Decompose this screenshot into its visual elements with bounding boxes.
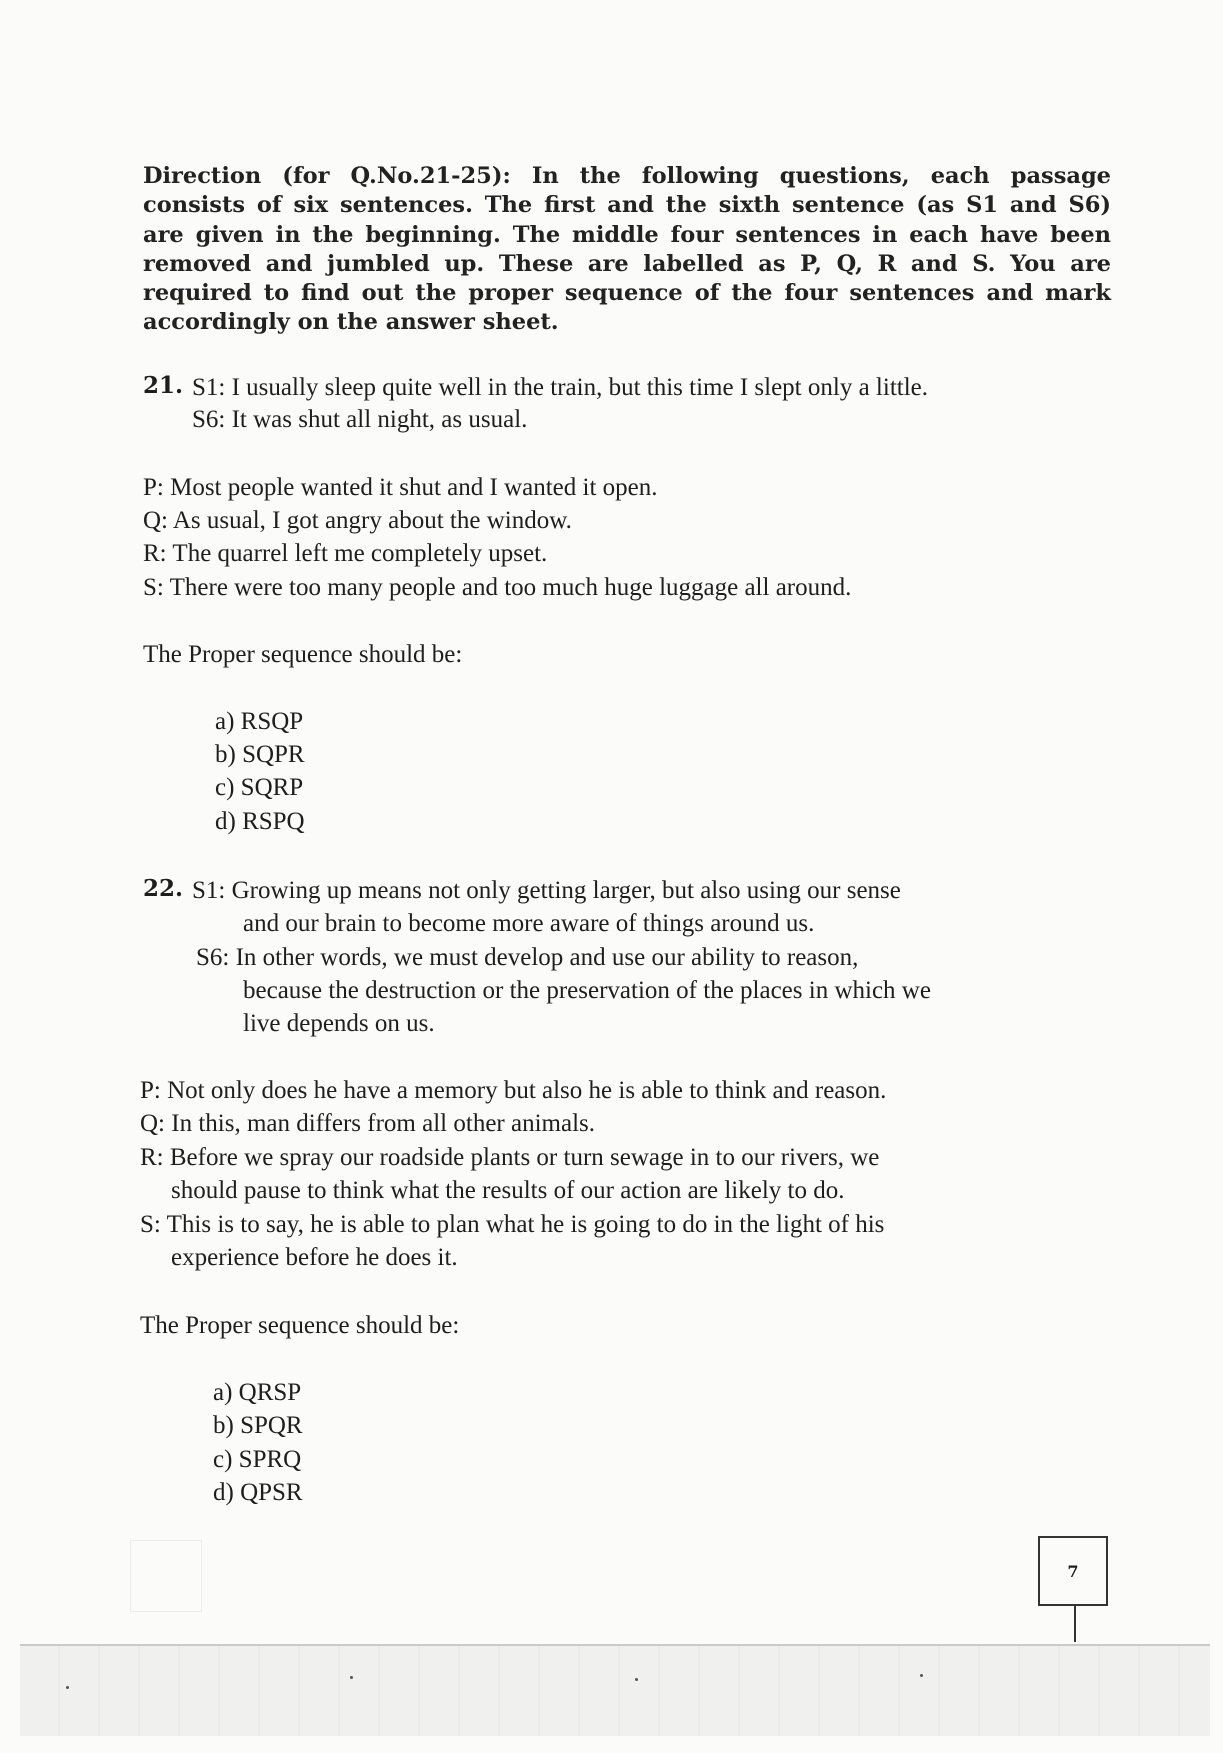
question-number: 22. <box>143 875 184 902</box>
faded-page-box <box>130 1540 202 1612</box>
sentence-r: R: Before we spray our roadside plants or turn sewage in to our rivers, we <box>140 1144 880 1171</box>
sentence-r: R: The quarrel left me completely upset. <box>143 540 548 567</box>
option-d[interactable]: d) QPSR <box>213 1479 303 1506</box>
sentence-p: P: Not only does he have a memory but also he is able to think and reason. <box>140 1077 887 1104</box>
sentence-s-cont: experience before he does it. <box>171 1244 458 1271</box>
option-a[interactable]: a) QRSP <box>213 1379 302 1406</box>
sentence-s: S: This is to say, he is able to plan what he is going to do in the light of his <box>140 1211 885 1238</box>
question-s1-cont: and our brain to become more aware of things around us. <box>243 910 815 937</box>
direction-line: required to find out the proper sequence of the four sentences and mark <box>143 280 1111 307</box>
sentence-s: S: There were too many people and too much huge luggage all around. <box>143 574 852 601</box>
option-c[interactable]: c) SPRQ <box>213 1446 302 1473</box>
direction-line: accordingly on the answer sheet. <box>143 309 559 336</box>
dot-mark <box>350 1676 353 1679</box>
question-s1: S1: Growing up means not only getting larger, but also using our sense <box>192 877 901 904</box>
footer-band <box>20 1644 1210 1736</box>
option-d[interactable]: d) RSPQ <box>215 808 305 835</box>
dot-mark <box>920 1674 923 1677</box>
option-b[interactable]: b) SPQR <box>213 1412 303 1439</box>
direction-paragraph <box>143 162 1111 338</box>
page-number-box <box>1038 1536 1108 1606</box>
page-box-stem <box>1074 1606 1076 1642</box>
sentence-q: Q: In this, man differs from all other animals. <box>140 1110 595 1137</box>
option-b[interactable]: b) SQPR <box>215 741 305 768</box>
question-s6-cont: live depends on us. <box>243 1010 435 1037</box>
direction-line: removed and jumbled up. These are labelled as P, Q, R and S. You are <box>143 250 1111 277</box>
dot-mark <box>635 1678 638 1681</box>
option-c[interactable]: c) SQRP <box>215 774 304 801</box>
question-s6-cont: because the destruction or the preservation of the places in which we <box>243 977 931 1004</box>
option-a[interactable]: a) RSQP <box>215 708 304 735</box>
page-number: 7 <box>1067 1561 1079 1581</box>
question-s6: S6: It was shut all night, as usual. <box>192 406 528 433</box>
sentence-p: P: Most people wanted it shut and I wanted it open. <box>143 474 658 501</box>
question-number: 21. <box>143 372 184 399</box>
sequence-prompt: The Proper sequence should be: <box>140 1312 460 1339</box>
direction-line: are given in the beginning. The middle four sentences in each have been <box>143 221 1111 248</box>
question-s6: S6: In other words, we must develop and use our ability to reason, <box>196 944 859 971</box>
direction-line: consists of six sentences. The first and the sixth sentence (as S1 and S6) <box>143 192 1111 219</box>
question-s1: S1: I usually sleep quite well in the train, but this time I slept only a little. <box>192 374 928 401</box>
sequence-prompt: The Proper sequence should be: <box>143 641 463 668</box>
sentence-r-cont: should pause to think what the results of our action are likely to do. <box>171 1177 845 1204</box>
dot-mark <box>66 1686 69 1689</box>
sentence-q: Q: As usual, I got angry about the window. <box>143 507 572 534</box>
direction-line: Direction (for Q.No.21-25): In the following questions, each passage <box>143 163 1111 189</box>
